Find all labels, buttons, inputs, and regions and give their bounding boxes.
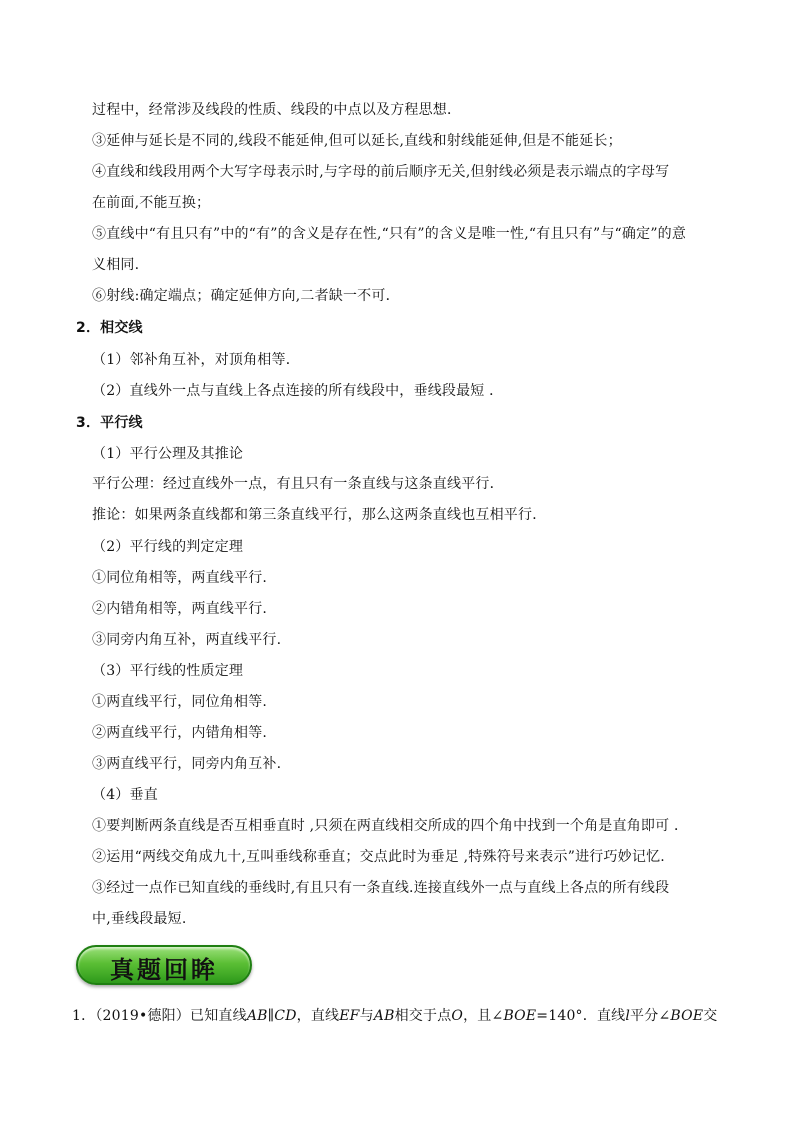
subheading: （4）垂直 bbox=[92, 787, 158, 803]
text-line: ⑤直线中“有且只有”中的“有”的含义是存在性,“只有”的含义是唯一性,“有且只有”与“确定”的意 bbox=[92, 226, 687, 242]
text-line: ②内错角相等，两直线平行. bbox=[92, 601, 268, 617]
question-text: ，直线 bbox=[296, 1008, 340, 1024]
math-boe: BOE bbox=[503, 1008, 537, 1024]
badge-label: 真题回眸 bbox=[110, 956, 218, 984]
question-text: 相交于点 bbox=[394, 1008, 452, 1024]
text-line: ①同位角相等，两直线平行. bbox=[92, 570, 268, 586]
text-line: 中,垂线段最短. bbox=[92, 911, 187, 927]
section-heading: 2．相交线 bbox=[76, 320, 143, 336]
question-text: 与 bbox=[359, 1008, 374, 1024]
section-badge bbox=[76, 945, 252, 985]
question-source: （2019•德阳）已知直线 bbox=[95, 1008, 247, 1024]
question-text: =140°．直线 bbox=[536, 1008, 626, 1024]
math-ab: AB bbox=[373, 1008, 395, 1024]
text-line: ④直线和线段用两个大写字母表示时,与字母的前后顺序无关,但射线必须是表示端点的字母写 bbox=[92, 164, 670, 180]
subheading: （2）平行线的判定定理 bbox=[92, 539, 244, 555]
text-line: 平行公理：经过直线外一点，有且只有一条直线与这条直线平行． bbox=[92, 476, 504, 492]
question-text: 交 bbox=[703, 1008, 718, 1024]
text-line: ①要判断两条直线是否互相垂直时 ,只须在两直线相交所成的四个角中找到一个角是直角即可 ． bbox=[92, 818, 689, 834]
text-line: 过程中，经常涉及线段的性质、线段的中点以及方程思想． bbox=[92, 102, 462, 118]
text-line: ③延伸与延长是不同的,线段不能延伸,但可以延长,直线和射线能延伸,但是不能延长； bbox=[92, 133, 622, 149]
text-line: 义相同. bbox=[92, 257, 140, 273]
section-heading: 3．平行线 bbox=[76, 415, 143, 431]
math-ab-parallel-cd: AB∥CD bbox=[246, 1008, 297, 1024]
text-line: （2）直线外一点与直线上各点连接的所有线段中，垂线段最短 ． bbox=[92, 383, 504, 399]
text-line: 在前面,不能互换； bbox=[92, 195, 211, 211]
subheading: （3）平行线的性质定理 bbox=[92, 663, 244, 679]
text-line: ②运用“两线交角成九十,互叫垂线称垂直；交点此时为垂足 ,特殊符号来表示”进行巧妙记忆. bbox=[92, 849, 665, 865]
text-line: （1）邻补角互补，对顶角相等． bbox=[92, 352, 300, 368]
text-line: ②两直线平行，内错角相等. bbox=[92, 725, 268, 741]
subheading: （1）平行公理及其推论 bbox=[92, 446, 244, 462]
text-line: ①两直线平行，同位角相等. bbox=[92, 694, 268, 710]
question-number: 1． bbox=[72, 1008, 96, 1024]
question-line bbox=[72, 1006, 717, 1026]
text-line: ⑥射线:确定端点；确定延伸方向,二者缺一不可． bbox=[92, 288, 400, 304]
math-o: O bbox=[451, 1008, 464, 1024]
math-ef: EF bbox=[339, 1008, 360, 1024]
math-boe: BOE bbox=[670, 1008, 704, 1024]
text-line: ③经过一点作已知直线的垂线时,有且只有一条直线.连接直线外一点与直线上各点的所有线段 bbox=[92, 880, 670, 896]
question-text: ，且∠ bbox=[463, 1008, 504, 1024]
text-line: ③同旁内角互补，两直线平行. bbox=[92, 632, 282, 648]
question-text: 平分∠ bbox=[630, 1008, 671, 1024]
text-line: ③两直线平行，同旁内角互补. bbox=[92, 756, 282, 772]
text-line: 推论：如果两条直线都和第三条直线平行，那么这两条直线也互相平行． bbox=[92, 507, 547, 523]
math-l: l bbox=[625, 1008, 631, 1024]
